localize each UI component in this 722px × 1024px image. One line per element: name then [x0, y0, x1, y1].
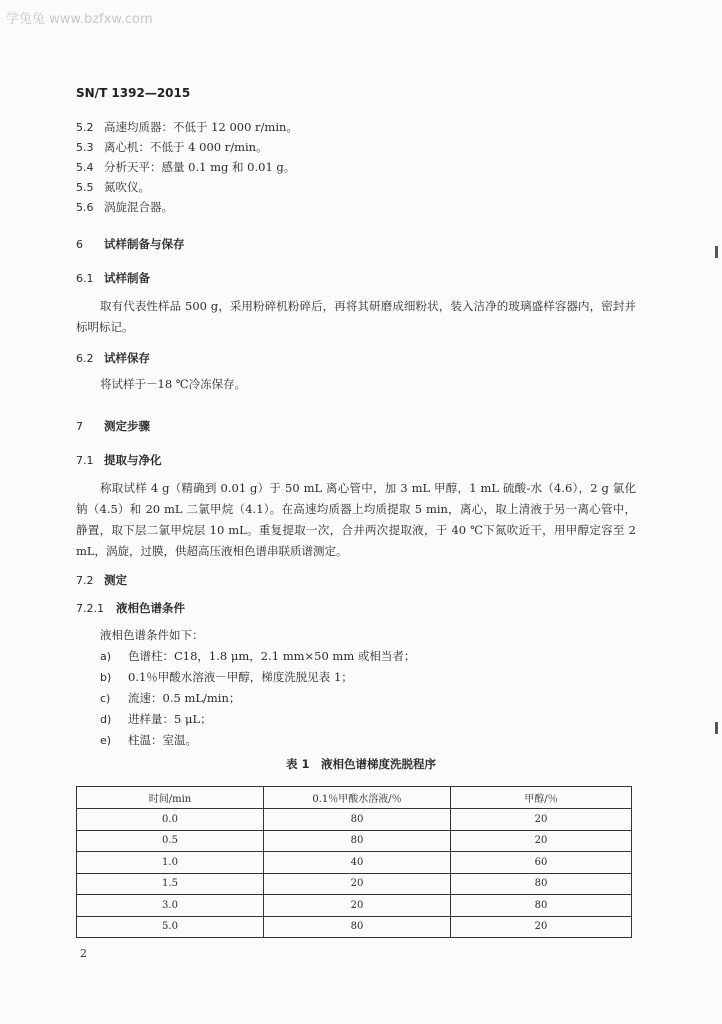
cell-formic-acid: 20 [264, 895, 451, 917]
heading-title: 测定 [104, 573, 127, 587]
cell-formic-acid: 80 [264, 830, 451, 852]
heading-title: 提取与净化 [104, 453, 162, 467]
table-row [77, 809, 632, 831]
heading-6-1 [76, 270, 150, 286]
heading-number: 6 [76, 238, 83, 251]
cell-methanol: 20 [451, 830, 632, 852]
header-time: 时间/min [77, 787, 264, 809]
page-number: 2 [80, 947, 87, 960]
cell-formic-acid: 40 [264, 852, 451, 874]
cell-time: 3.0 [77, 895, 264, 917]
heading-title: 液相色谱条件 [116, 601, 185, 615]
item-5-6 [76, 199, 173, 215]
heading-number: 6.1 [76, 272, 94, 285]
item-5-5 [76, 179, 150, 195]
item-5-3 [76, 139, 268, 155]
cell-formic-acid: 20 [264, 873, 451, 895]
lc-item-b [100, 669, 353, 685]
table-row [77, 895, 632, 917]
cell-time: 0.0 [77, 809, 264, 831]
item-text: 高速均质器：不低于 12 000 r/min。 [104, 120, 298, 134]
heading-number: 7.2 [76, 574, 94, 587]
lc-item-d [100, 711, 212, 727]
heading-title: 试样保存 [104, 351, 150, 365]
list-text: 进样量：5 μL； [128, 712, 212, 726]
cell-methanol: 20 [451, 916, 632, 938]
cell-methanol: 80 [451, 895, 632, 917]
item-text: 离心机：不低于 4 000 r/min。 [104, 140, 268, 154]
table-row [77, 830, 632, 852]
cell-methanol: 60 [451, 852, 632, 874]
heading-number: 6.2 [76, 352, 94, 365]
cell-time: 0.5 [77, 830, 264, 852]
lc-intro: 液相色谱条件如下： [100, 628, 204, 642]
list-label: e) [100, 734, 112, 747]
table-row [77, 852, 632, 874]
table-header-row [77, 787, 632, 809]
paragraph-6-2: 将试样于－18 ℃冷冻保存。 [100, 377, 247, 391]
list-label: c) [100, 692, 111, 705]
item-text: 氮吹仪。 [104, 180, 150, 194]
watermark: 学兔兔 www.bzfxw.com [6, 12, 153, 27]
scan-edge-mark [715, 722, 718, 734]
lc-item-a [100, 648, 415, 664]
list-label: b) [100, 671, 112, 684]
heading-number: 7 [76, 420, 83, 433]
paragraph-6-1: 取有代表性样品 500 g，采用粉碎机粉碎后，再将其研磨成细粉状，装入洁净的玻璃盛样容器内，密封并标明标记。 [76, 299, 636, 334]
table-row [77, 873, 632, 895]
table-row [77, 916, 632, 938]
cell-formic-acid: 80 [264, 916, 451, 938]
item-text: 涡旋混合器。 [104, 200, 173, 214]
heading-7-1 [76, 452, 162, 468]
item-number: 5.5 [76, 181, 94, 194]
scan-edge-mark [715, 246, 718, 258]
cell-time: 1.0 [77, 852, 264, 874]
heading-6 [76, 236, 185, 252]
table-caption: 表 1 液相色谱梯度洗脱程序 [285, 757, 436, 771]
item-number: 5.2 [76, 121, 94, 134]
header-formic-acid: 0.1％甲酸水溶液/％ [264, 787, 451, 809]
cell-time: 5.0 [77, 916, 264, 938]
heading-number: 7.2.1 [76, 602, 104, 615]
heading-title: 试样制备 [104, 271, 150, 285]
gradient-table [76, 786, 632, 938]
heading-7-2 [76, 572, 127, 588]
heading-6-2 [76, 350, 150, 366]
list-text: 色谱柱：C18，1.8 μm，2.1 mm×50 mm 或相当者； [128, 649, 416, 663]
cell-methanol: 20 [451, 809, 632, 831]
list-text: 0.1％甲酸水溶液－甲醇，梯度洗脱见表 1； [128, 670, 353, 684]
paragraph-7-1: 称取试样 4 g（精确到 0.01 g）于 50 mL 离心管中，加 3 mL 甲醇，1 mL 硫酸-水（4.6），2 g 氯化钠（4.5）和 20 mL 二氯甲烷（4.1）。在高速均质器上均质提取 5 min，离心，取上清液于另一离心管中，静置，取下层二氯甲烷层 10 mL。重复提取一次，合并两次提取液，于 40 ℃下氮吹近干，用甲醇定容至 2 mL，涡旋，过膜，供超高压液相色谱串联质谱测定。 [76, 481, 636, 558]
list-text: 柱温：室温。 [128, 733, 197, 747]
heading-title: 试样制备与保存 [104, 237, 185, 251]
heading-7 [76, 418, 150, 434]
item-number: 5.6 [76, 201, 94, 214]
heading-number: 7.1 [76, 454, 94, 467]
item-number: 5.4 [76, 161, 94, 174]
heading-7-2-1 [76, 600, 185, 616]
list-text: 流速：0.5 mL/min； [128, 691, 241, 705]
list-label: a) [100, 650, 112, 663]
cell-time: 1.5 [77, 873, 264, 895]
header-methanol: 甲醇/％ [451, 787, 632, 809]
item-5-2 [76, 119, 298, 135]
cell-methanol: 80 [451, 873, 632, 895]
item-number: 5.3 [76, 141, 94, 154]
list-label: d) [100, 713, 112, 726]
heading-title: 测定步骤 [104, 419, 150, 433]
item-5-4 [76, 159, 295, 175]
cell-formic-acid: 80 [264, 809, 451, 831]
lc-item-c [100, 690, 240, 706]
lc-item-e [100, 732, 197, 748]
item-text: 分析天平：感量 0.1 mg 和 0.01 g。 [104, 160, 296, 174]
standard-number: SN/T 1392—2015 [76, 86, 191, 100]
